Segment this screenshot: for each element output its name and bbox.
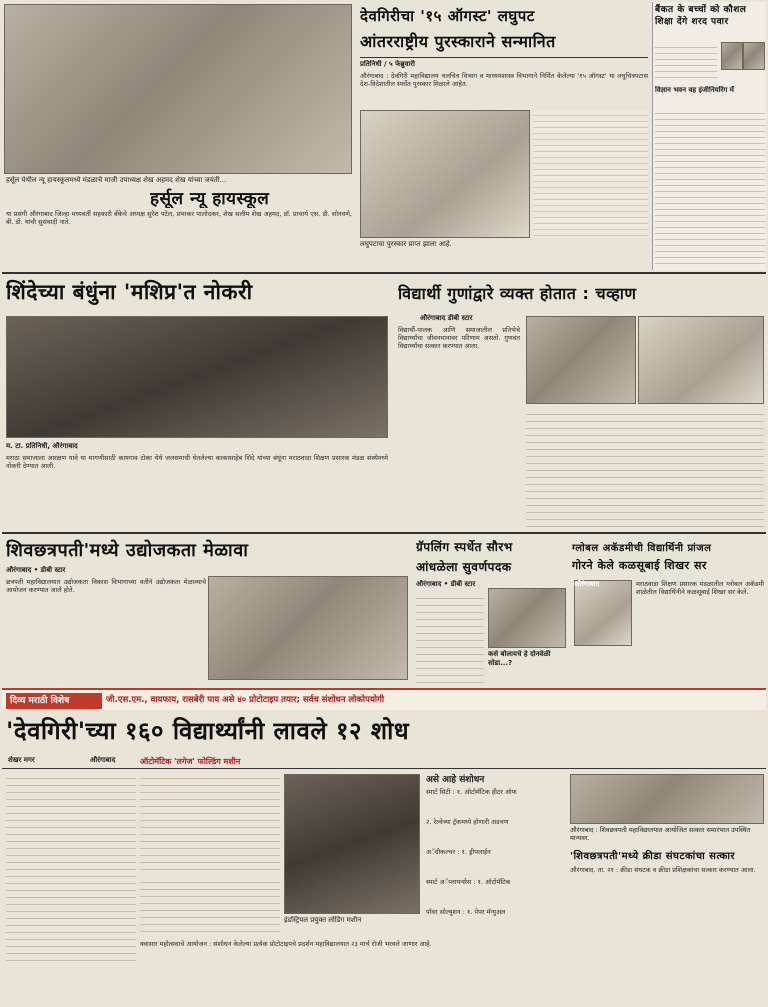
headline-sports: 'शिवछत्रपती'मध्ये क्रीडा संघटकांचा सत्कार <box>570 851 736 862</box>
special-tag: दिव्य मराठी विशेष <box>6 693 102 709</box>
list-item: स्मार्ट सिटी : १. ऑटोमॅटिक हीटर ऑफ <box>426 788 517 796</box>
special-col3-title: असे आहे संशोधन <box>426 775 485 784</box>
list-item: पॉवर सोल्युशन : १. पेपर मॅन्युअल <box>426 908 506 916</box>
caption-bottom-right: औरंगाबाद : शिवछत्रपती महाविद्यालयात आयोजित सत्कार समारंभात उपस्थित मान्यवर. <box>570 826 751 842</box>
special-footer: क्वासार महोत्सवाचे आयोजन : संशोधन केलेल्या प्रत्येक प्रोटोटाइपचे प्रदर्शन महाविद्यालयात २३ मार्च रोजी भरवले जाणार आहे. <box>140 940 432 948</box>
list-item: २. रेल्वेच्या ट्रॅकमध्ये होणारी अडचण <box>426 818 509 826</box>
body-band1-right-cols <box>526 408 764 528</box>
byline-band2-mid: औरंगाबाद • डीबी स्टार <box>416 580 476 588</box>
headline-grappling-line1: ग्रॅपलिंग स्पर्धेत सौरभ <box>416 540 513 554</box>
headline-shinde: शिंदेच्या बंधुंना 'मशिप्र'त नोकरी <box>6 280 253 304</box>
special-col2-title: ऑटोमॅटिक 'लगेज' फोल्डिंग मशीन <box>140 757 241 766</box>
special-col2-body-2 <box>140 876 280 932</box>
body-top-center: औरंगाबाद : देवगिरी महाविद्यालय चलचित्र विभाग व माध्यमशास्त्र विभागाने निर्मित केलेल्या '१५ ऑगस्ट' या लघुचित्रपटास देश-विदेशातील स्पर्धेत पुरस्कार मिळाले आहेत. <box>360 72 648 88</box>
headline-pranjal-line2: गोरने केले कळसूबाई शिखर सर <box>572 559 707 572</box>
headline-chavan: विद्यार्थी गुणांद्वारे व्यक्त होतात : चव्हाण <box>398 284 637 303</box>
photo-portrait-1 <box>721 42 743 70</box>
hindi-subhead: विज्ञान भवन वह इंजीनियरिंग में <box>655 86 734 94</box>
photo-saurabh <box>488 588 566 648</box>
caption-band2-mid: कसे बोलायचे हे दोनवेळी सोडा...? <box>488 650 551 667</box>
divider-top-center <box>360 57 648 58</box>
body-band2-left: छत्रपती महाविद्यालयात उद्योजकता विकास विभागाच्या वतीने उद्योजकता मेळाव्याचे आयोजन करण्यात आले होते. <box>6 578 206 594</box>
headline-devgiri-line2: आंतरराष्ट्रीय पुरस्काराने सन्मानित <box>360 32 556 51</box>
byline-band1-left: म. टा. प्रतिनिधी, औरंगाबाद <box>6 442 78 450</box>
list-item: स्मार्ट अॅप्लायन्सेस : १. ऑटोमॅटिक <box>426 878 511 886</box>
divider-band2 <box>2 532 766 534</box>
headline-harsul: हर्सूल न्यू हायस्कूल <box>150 189 270 208</box>
special-col1-title: औरंगाबाद <box>90 756 116 764</box>
headline-devgiri-research: 'देवगिरी'च्या १६० विद्यार्थ्यांनी लावले १२ शोध <box>6 717 410 745</box>
special-header-strip <box>2 688 766 710</box>
hindi-column <box>652 2 766 270</box>
headline-udyojakta: शिवछत्रपती'मध्ये उद्योजकता मेळावा <box>6 540 249 561</box>
byline-top-center: प्रतिनिधी / ५ फेब्रुवारी <box>360 60 415 68</box>
byline-band2-left: औरंगाबाद • डीबी स्टार <box>6 566 66 574</box>
body-band1-left: मराठा समाजाला आरक्षण यावे या मागणीसाठी कायगाव टोका येथे जलसमाधी घेतलेल्या काकासाहेब शिंदे यांच्या बंधूंना मराठवाडा शिक्षण प्रसारक मंडळ संस्थेमध्ये नोकरी देण्यात आली. <box>6 454 388 470</box>
divider-band1 <box>2 272 766 274</box>
photo-sports-felicitation <box>570 774 764 824</box>
photo-shinde-meeting <box>6 316 388 438</box>
photo-group-students <box>360 110 530 238</box>
photo-chavan-1 <box>526 316 636 404</box>
special-col1-body <box>6 772 136 966</box>
caption-top-left: हर्सूल येथील न्यू हायस्कूलमध्ये मंडळाचे माजी उपाध्यक्ष शेख अहमद शेख यांच्या जयंती... <box>6 176 227 184</box>
body-band2-right: मराठवाडा शिक्षण प्रसारक मंडळातील ग्लोबल अकॅडमी शाळेतील विद्यार्थिनीने कळसूबाई शिखर सर केले. <box>636 580 764 596</box>
special-tagline: जी.एस.एम., वायफाय, रासबेरी पाय असे ४० प्रोटोटाइप तयार; सर्वच संशोधन लोकोपयोगी <box>106 695 385 705</box>
body-top-left: या प्रसंगी औरंगाबाद जिल्हा मध्यवर्ती सहकारी बँकेचे अध्यक्ष सुरेश पटेल, प्रभाकर पालोदकर, शेख सलीम शेख अहमद, डॉ. प्राचार्य एस. डी. सोनवणे, बी. डी. यांची सुसंवादी नाते. <box>6 210 352 226</box>
photo-ceremony-top-left <box>4 4 352 174</box>
headline-grappling-line2: आंधळेला सुवर्णपदक <box>416 560 512 574</box>
body-top-center-right <box>534 110 648 238</box>
photo-chavan-2 <box>638 316 764 404</box>
list-item: अॅग्रीकल्चर : १. ड्रीपलाईन <box>426 848 491 856</box>
photo-luggage-machine <box>284 774 420 914</box>
headline-hindi: बैंकत के बच्चों को कौशल शिक्षा देंगे शरद पवार <box>655 5 747 27</box>
body-bottom-right: औरंगाबाद. ता. २१ : क्रीडा संघटक व क्रीडा प्रशिक्षकांचा सत्कार करण्यात आला. <box>570 866 756 874</box>
body-band1-right: विद्यार्थी-पालक आणि समाजातील प्रतिभेचे विद्यार्थ्यांचा जीवनमानावर परिणाम असतो. गुणवंत विद्यार्थ्यांचा सत्कार करण्यात आला. <box>398 326 520 350</box>
body-band2-mid <box>416 592 484 684</box>
caption-top-center: लघुपटाचा पुरस्कार प्राप्त झाला आहे. <box>360 240 452 248</box>
special-col2-body <box>140 772 280 872</box>
hindi-body-1 <box>655 42 717 82</box>
hindi-body-2 <box>655 108 765 268</box>
headline-devgiri-line1: देवगिरीचा '१५ ऑगस्ट' लघुपट <box>360 7 535 25</box>
special-col3-list <box>426 788 564 938</box>
headline-pranjal-line1: ग्लोबल अकॅडमीची विद्यार्थिनी प्रांजल <box>572 543 712 554</box>
divider-special <box>2 768 766 769</box>
byline-band1-right: औरंगाबाद डीबी स्टार <box>420 314 473 322</box>
byline-special: शेखर मगर <box>8 756 35 764</box>
caption-luggage-machine: इंडस्ट्रियल प्रयुक्त लोडिंग मशीन <box>284 916 362 924</box>
byline-band2-right: औरंगाबाद <box>574 580 600 588</box>
photo-portrait-2 <box>743 42 765 70</box>
photo-udyojakta-speaker <box>208 576 408 680</box>
